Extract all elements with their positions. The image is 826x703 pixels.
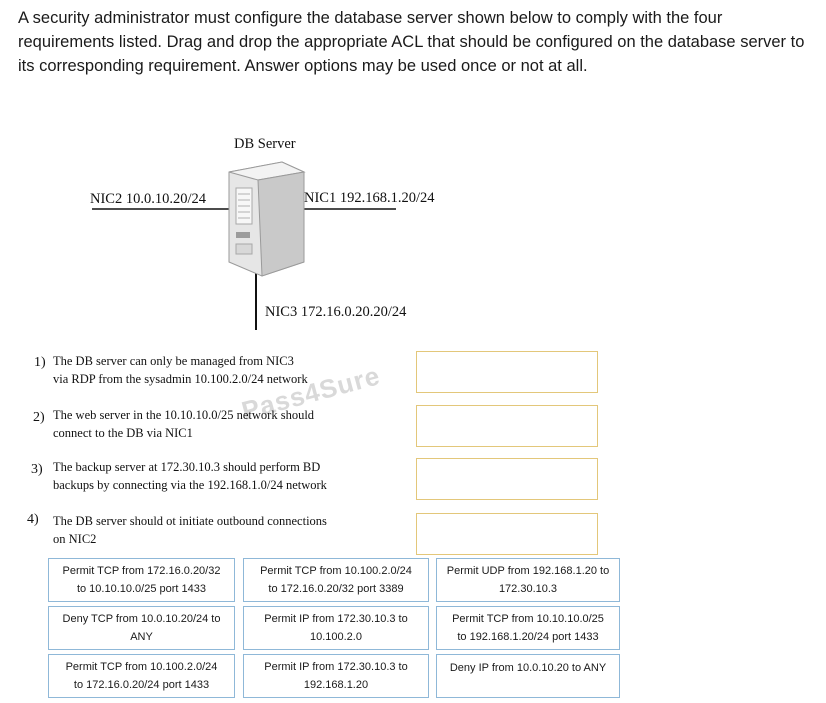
acl-option[interactable]: Permit TCP from 10.10.10.0/25 to 192.168.1.20/24 port 1433 [436, 606, 620, 650]
requirement-text: The backup server at 172.30.10.3 should perform BD backups by connecting via the 192.168.1.0/24 network [53, 460, 327, 492]
watermark: Pass4Sure [238, 360, 384, 426]
acl-option[interactable]: Permit IP from 172.30.10.3 to 192.168.1.20 [243, 654, 429, 698]
requirement-text: The web server in the 10.10.10.0/25 network should connect to the DB via NIC1 [53, 408, 315, 440]
requirement-number: 3) [31, 462, 43, 477]
nic2-label: NIC2 10.0.10.20/24 [90, 191, 206, 207]
acl-option[interactable]: Permit UDP from 192.168.1.20 to 172.30.10.3 [436, 558, 620, 602]
requirement-text: The DB server can only be managed from NIC3 via RDP from the sysadmin 10.100.2.0/24 network [53, 354, 308, 386]
nic1-label: NIC1 192.168.1.20/24 [304, 190, 435, 206]
requirement-number: 1) [34, 355, 46, 370]
acl-option[interactable]: Permit TCP from 10.100.2.0/24 to 172.16.0.20/32 port 3389 [243, 558, 429, 602]
drop-target-2[interactable] [416, 405, 598, 447]
acl-option[interactable]: Deny TCP from 10.0.10.20/24 to ANY [48, 606, 235, 650]
server-label: DB Server [234, 136, 296, 152]
db-server-icon [229, 162, 304, 276]
question-text: A security administrator must configure the database server shown below to comply with the four requirements listed. Drag and drop the appropriate ACL that should be configured on the database server to its corresponding requirement. Answer options may be used once or not at all. [18, 9, 805, 75]
acl-option[interactable]: Permit TCP from 10.100.2.0/24 to 172.16.0.20/24 port 1433 [48, 654, 235, 698]
nic3-label: NIC3 172.16.0.20.20/24 [265, 304, 407, 320]
acl-option[interactable]: Deny IP from 10.0.10.20 to ANY [436, 654, 620, 698]
drop-target-3[interactable] [416, 458, 598, 500]
drop-target-4[interactable] [416, 513, 598, 555]
requirement-number: 2) [33, 410, 45, 425]
acl-option[interactable]: Permit IP from 172.30.10.3 to 10.100.2.0 [243, 606, 429, 650]
drop-target-1[interactable] [416, 351, 598, 393]
requirement-number: 4) [27, 512, 39, 527]
requirement-text: The DB server should ot initiate outbound connections on NIC2 [53, 514, 327, 546]
acl-option[interactable]: Permit TCP from 172.16.0.20/32 to 10.10.10.0/25 port 1433 [48, 558, 235, 602]
